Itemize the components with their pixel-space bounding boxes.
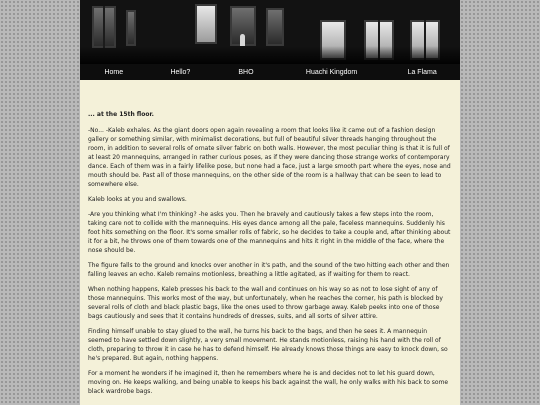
story-paragraph: The figure falls to the ground and knocks over another in it's path, and the sound of the two hitting each other and then falling leaves an echo. Kaleb remains motionless, breathing a little agitated, as if waiting for them to react. [88, 262, 450, 278]
nav-hello[interactable]: Hello? [170, 68, 191, 76]
story-content [80, 80, 460, 396]
story-heading: ... at the 15th floor. [88, 111, 154, 118]
page-container [80, 0, 460, 405]
banner-window-left-2 [126, 10, 136, 46]
banner-window-mullion [103, 6, 105, 48]
nav-huachi-kingdom[interactable]: Huachi Kingdom [305, 68, 358, 76]
story-paragraph: Kaleb looks at you and swallows. [88, 196, 187, 203]
header-banner [80, 0, 460, 64]
main-nav [80, 64, 460, 80]
banner-window-center-left [195, 4, 217, 44]
story-paragraph: When nothing happens, Kaleb presses his back to the wall and continues on his way so as not to lose sight of any of those mannequins. This works most of the way, but unfortunately, when he reaches the corner, his path is blocked by several rolls of cloth and black plastic bags, like the ones used to throw garbage away. Kaleb peeks into one of those bags cautiously and sees that it contains hundreds of dresses, suits, and all sorts of silver attire. [88, 286, 443, 320]
story-paragraph: -No... -Kaleb exhales. As the giant doors open again revealing a room that looks like it came out of a fashion design gallery or something similar, with minimalist decorations, but full of beautiful silver threads hanging throughout the room, in addition to several rolls of ornate silver fabric on both walls. However, the most peculiar thing is that it is full of at least 20 mannequins, arranged in rather curious poses, as if they were dancing those strange works of contemporary dance. Each of them was in a fairly lifelike pose, but none had a face, just a large smooth part where the eyes, nose and mouth should be. Past all of those mannequins, on the other side of the room is a hallway that can be seen to lead to somewhere else. [88, 127, 451, 188]
nav-la-flama[interactable]: La Flama [407, 68, 437, 76]
story-paragraph: Finding himself unable to stay glued to the wall, he turns his back to the bags, and then he sees it. A mannequin seemed to have settled down slightly, a very small movement. He stands motionless, raising his hand with the roll of cloth, preparing to throw it in case he has to defend himself. He already knows those things are easy to knock down, so he's prepared. But again, nothing happens. [88, 328, 448, 362]
nav-home[interactable]: Home [104, 68, 124, 76]
banner-figure [240, 34, 245, 46]
banner-shadow [80, 46, 460, 64]
story-paragraph: For a moment he wonders if he imagined it, then he remembers where he is and decides not to let his guard down, moving on. He keeps walking, and being unable to keeps his back against the wall, he only walks with his back to some black wardrobe bags. [88, 370, 449, 395]
nav-bho[interactable]: BHO [238, 68, 254, 76]
story-paragraph: -Are you thinking what I'm thinking? -he asks you. Then he bravely and cautiously takes a few steps into the room, taking care not to collide with the mannequins. His eyes dance among all the pale, faceless mannequins. Suddenly his foot hits something on the floor. It's some smaller rolls of fabric, so he decides to take a couple and, after thinking about it for a bit, he throws one of them towards one of the mannequins and hits it right in the middle of the face, where the nose should be. [88, 211, 451, 254]
banner-window-center-right [266, 8, 284, 46]
